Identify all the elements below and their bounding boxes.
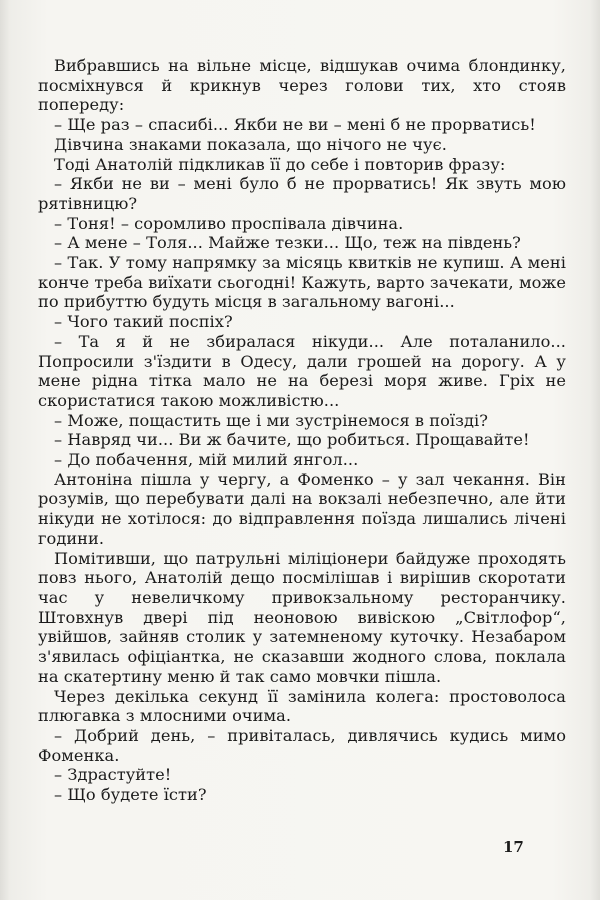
paragraph-18: – Здрастуйте!: [54, 765, 172, 785]
paragraph-14: Антоніна пішла у чергу, а Фоменко – у зал чекання. Він розумів, що перебувати далі на вокзалі небезпечно, але йти нікуди не хотілося: до відправлення поїзда лишались лічені години.: [38, 469, 566, 548]
paragraph-1: Вибравшись на вільне місце, відшукав очима блондинку, посміхнувся й крикнув через голови тих, хто стояв попереду:: [38, 56, 566, 115]
page-text: [38, 56, 566, 805]
paragraph-15: Помітивши, що патрульні міліціонери байдуже проходять повз нього, Анатолій дещо посмілішав і вирішив скоротати час у невеличкому привокзальному ресторанчику. Штовхнув двері під неоновою вивіскою „Світлофор“, увійшов, зайняв столик у затемненому куточку. Незабаром з'явилась офіціантка, не сказавши жодного слова, поклала на скатертину меню й так само мовчки пішла.: [38, 548, 566, 686]
left-page-edge-shadow: [0, 0, 10, 900]
paragraph-6: – Тоня! – соромливо проспівала дівчина.: [54, 213, 404, 233]
paragraph-2: – Ще раз – спасибі... Якби не ви – мені б не прорватись!: [54, 115, 536, 135]
paragraph-19: – Що будете їсти?: [54, 785, 207, 805]
paragraph-17: – Добрий день, – привіталась, дивлячись кудись мимо Фоменка.: [38, 725, 566, 765]
paragraph-7: – А мене – Толя... Майже тезки... Що, теж на південь?: [54, 233, 521, 253]
paragraph-11: – Може, пощастить ще і ми зустрінемося в поїзді?: [54, 410, 488, 430]
paragraph-13: – До побачення, мій милий янгол...: [54, 450, 359, 470]
paragraph-3: Дівчина знаками показала, що нічого не чує.: [54, 134, 447, 154]
paragraph-4: Тоді Анатолій підкликав її до себе і повторив фразу:: [54, 154, 506, 174]
paragraph-9: – Чого такий поспіх?: [54, 312, 233, 332]
paragraph-16: Через декілька секунд її замінила колега: простоволоса плюгавка з млосними очима.: [38, 686, 566, 726]
right-page-edge-shadow: [590, 0, 600, 900]
paragraph-10: – Та я й не збиралася нікуди... Але поталанило... Попросили з'їздити в Одесу, дали грошей на дорогу. А у мене рідна тітка мало не на березі моря живе. Гріх не скористатися такою можливістю...: [38, 331, 566, 410]
page-number: 17: [503, 838, 524, 856]
paragraph-5: – Якби не ви – мені було б не прорватись! Як звуть мою рятівницю?: [38, 174, 566, 213]
paragraph-8: – Так. У тому напрямку за місяць квитків не купиш. А мені конче треба виїхати сьогодні! Кажуть, варто зачекати, може по прибуттю будуть місця в загальному вагоні...: [38, 253, 566, 312]
paragraph-12: – Навряд чи... Ви ж бачите, що робиться. Прощавайте!: [54, 430, 530, 450]
